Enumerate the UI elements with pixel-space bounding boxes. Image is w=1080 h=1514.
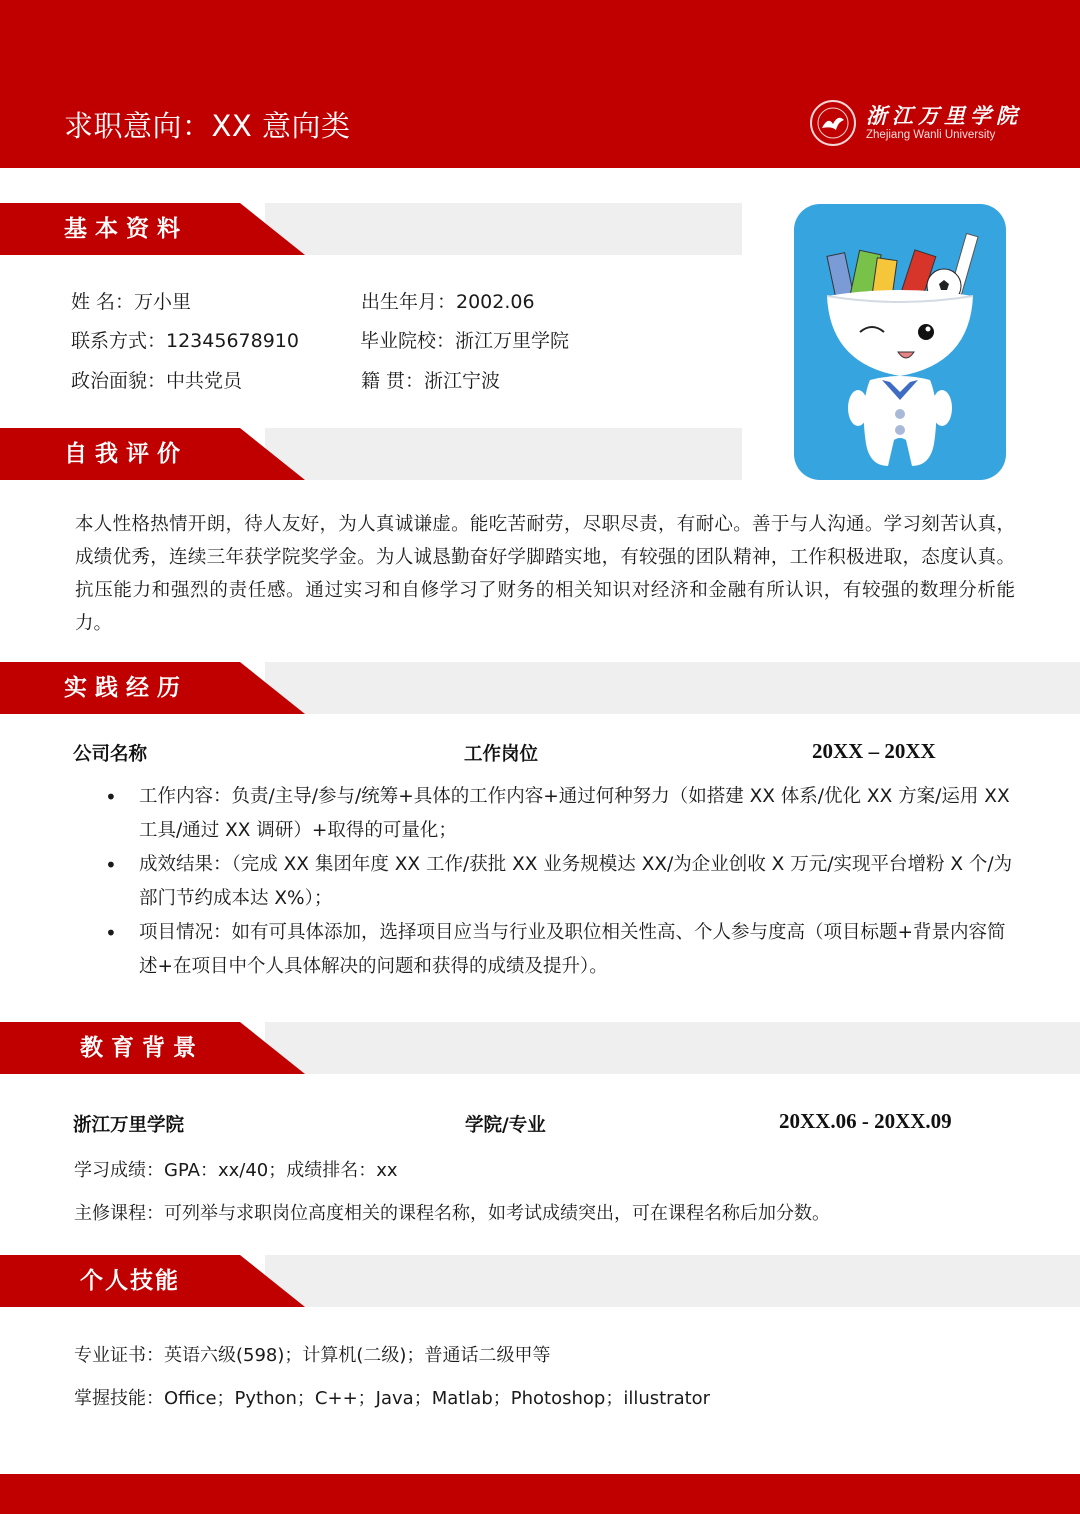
practice-position: 工作岗位	[464, 744, 539, 765]
practice-period: 20XX – 20XX	[812, 739, 936, 763]
section-bar	[265, 1255, 1080, 1307]
info-contact: 联系方式：12345678910	[71, 330, 299, 352]
footer-band	[0, 1474, 1080, 1514]
education-school: 浙江万里学院	[73, 1115, 185, 1136]
section-bar	[265, 203, 742, 255]
info-birth: 出生年月：2002.06	[361, 291, 535, 313]
logo-name-en: Zhejiang Wanli University	[866, 129, 996, 141]
section-bar	[265, 662, 1080, 714]
job-intention-title: 求职意向：XX 意向类	[64, 109, 351, 143]
info-politics: 政治面貌：中共党员	[71, 370, 243, 392]
info-hometown: 籍 贯：浙江宁波	[361, 370, 501, 392]
section-header-skills	[0, 1255, 1080, 1307]
section-title: 个人技能	[80, 1268, 180, 1294]
education-period: 20XX.06 - 20XX.09	[779, 1109, 952, 1133]
skills-abilities: 掌握技能：Office；Python；C++；Java；Matlab；Photoshop；illustrator	[74, 1388, 711, 1409]
education-major: 学院/专业	[465, 1115, 546, 1136]
section-title: 教育背景	[80, 1035, 204, 1061]
logo-name-cn: 浙江万里学院	[866, 103, 1022, 128]
practice-bullet-work: • 工作内容：负责/主导/参与/统筹+具体的工作内容+通过何种努力（如搭建 XX 体系/优化 XX 方案/运用 XX 工具/通过 XX 调研）+取得的可量化；	[105, 780, 1015, 848]
education-grades: 学习成绩：GPA：xx/40；成绩排名：xx	[74, 1160, 398, 1181]
practice-bullet-list	[105, 780, 1015, 984]
section-header-practice	[0, 662, 1080, 714]
section-bar	[265, 1022, 1080, 1074]
info-name: 姓 名：万小里	[71, 291, 192, 313]
section-header-self-evaluation	[0, 428, 1080, 480]
section-title: 实践经历	[64, 675, 188, 701]
skills-certificates: 专业证书：英语六级(598)；计算机(二级)；普通话二级甲等	[74, 1345, 551, 1366]
info-school: 毕业院校：浙江万里学院	[360, 330, 570, 352]
practice-bullet-projects: • 项目情况：如有可具体添加，选择项目应当与行业及职位相关性高、个人参与度高（项目标题+背景内容简述+在项目中个人具体解决的问题和获得的成绩及提升）。	[105, 916, 1015, 984]
section-bar	[265, 428, 742, 480]
section-title: 自我评价	[64, 441, 188, 467]
university-emblem-icon	[810, 100, 856, 146]
self-evaluation-text: 本人性格热情开朗，待人友好，为人真诚谦虚。能吃苦耐劳，尽职尽责，有耐心。善于与人沟通。学习刻苦认真，成绩优秀，连续三年获学院奖学金。为人诚恳勤奋好学脚踏实地，有较强的团队精神，工作积极进取，态度认真。抗压能力和强烈的责任感。通过实习和自修学习了财务的相关知识对经济和金融有所认识，有较强的数理分析能力。	[75, 514, 1015, 634]
education-courses: 主修课程：可列举与求职岗位高度相关的课程名称，如考试成绩突出，可在课程名称后加分数。	[74, 1203, 830, 1224]
practice-bullet-results: • 成效结果：（完成 XX 集团年度 XX 工作/获批 XX 业务规模达 XX/为企业创收 X 万元/实现平台增粉 X 个/为部门节约成本达 X%）；	[105, 848, 1015, 916]
section-title: 基本资料	[64, 216, 188, 242]
university-logo	[810, 100, 1022, 146]
practice-company: 公司名称	[73, 744, 148, 765]
section-header-education	[0, 1022, 1080, 1074]
